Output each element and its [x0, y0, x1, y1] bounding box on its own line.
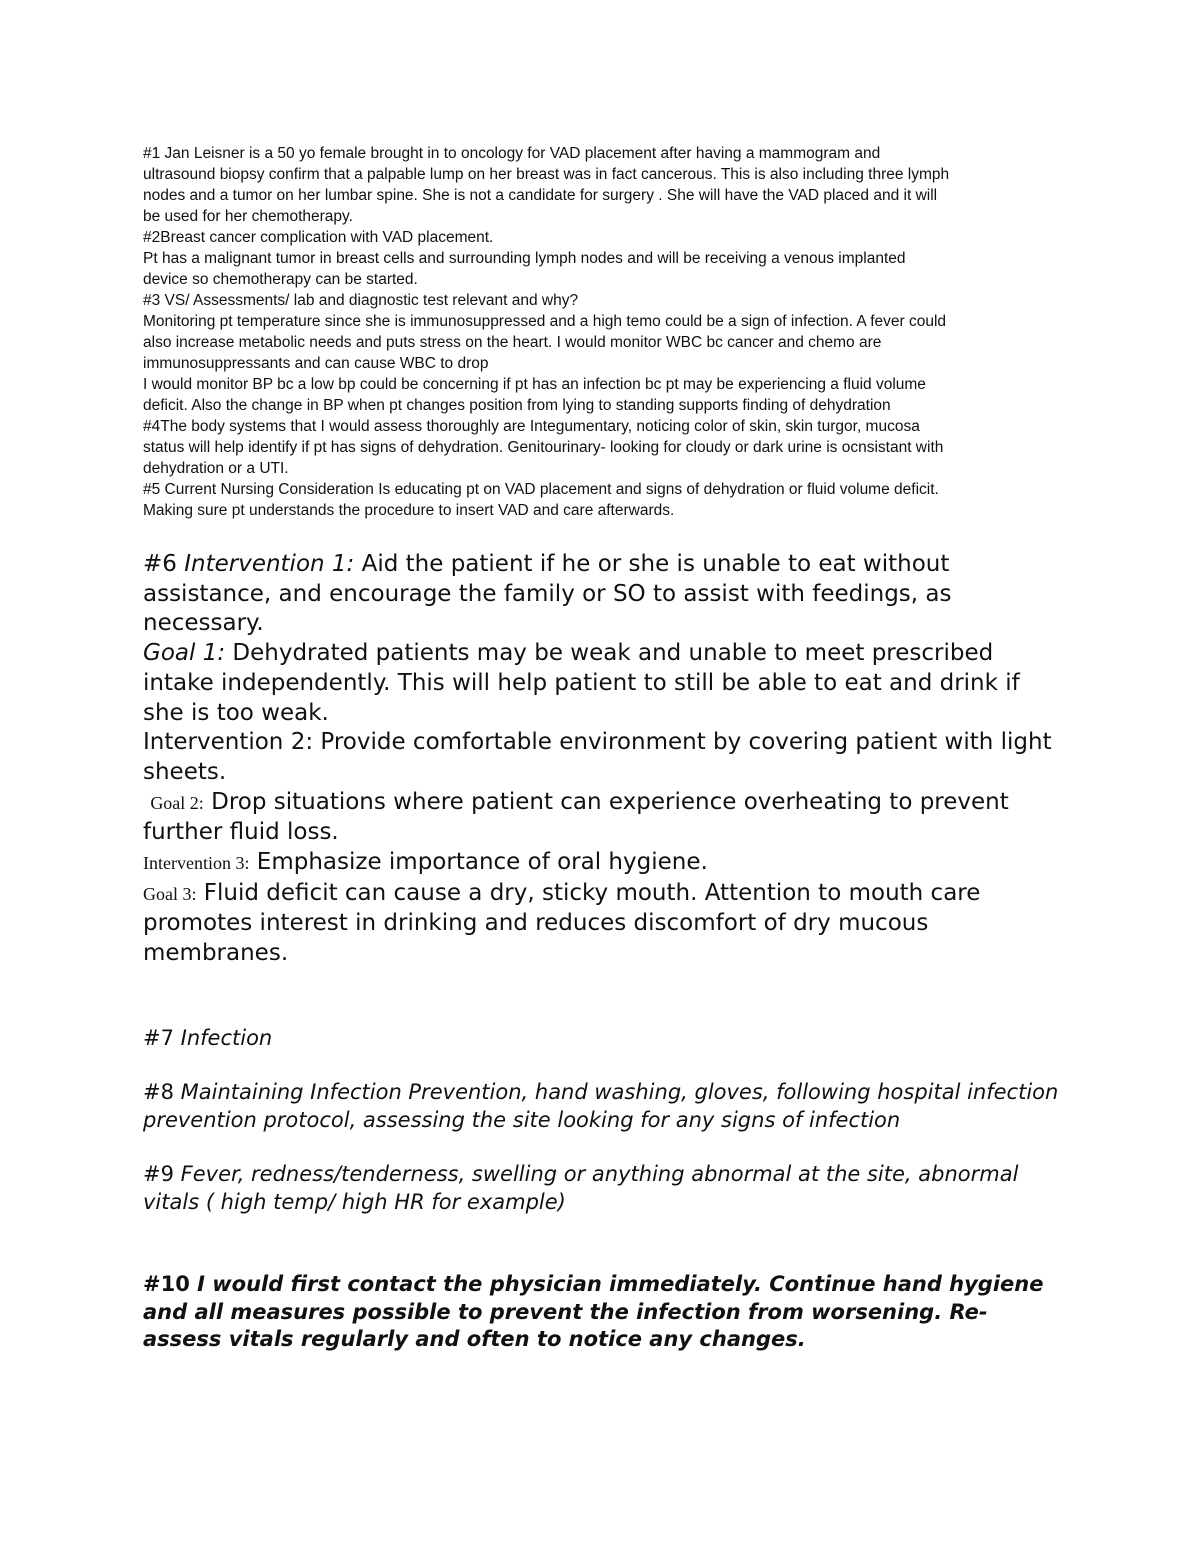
goal-2 — [143, 788, 1063, 848]
section-9 — [143, 1161, 1063, 1216]
section-7 — [143, 1025, 1063, 1053]
line-13: deficit. Also the change in BP when pt changes position from lying to standing supports finding of dehydration — [143, 397, 891, 414]
intervention-3-text: Emphasize importance of oral hygiene. — [249, 849, 708, 876]
line-7: device so chemotherapy can be started. — [143, 271, 418, 288]
section-10 — [143, 1271, 1063, 1354]
intervention-3-label: Intervention 3: — [143, 853, 250, 874]
line-4: be used for her chemotherapy. — [143, 208, 353, 225]
intervention-1 — [143, 550, 1063, 639]
intervention-1-label: Intervention 1: — [184, 551, 355, 577]
intervention-3 — [143, 848, 1063, 879]
section-10-text: I would first contact the physician immediately. Continue hand hygiene and all measures possible to prevent the infection from worsening. Re-assess vitals regularly and often to notice any changes. — [143, 1272, 1044, 1352]
intervention-2: Intervention 2: Provide comfortable environment by covering patient with light sheets. — [143, 729, 1052, 785]
section-9-text: Fever, redness/tenderness, swelling or anything abnormal at the site, abnormal vitals ( high temp/ high HR for example) — [143, 1162, 1019, 1214]
line-8: #3 VS/ Assessments/ lab and diagnostic test relevant and why? — [143, 292, 579, 309]
line-1: #1 Jan Leisner is a 50 yo female brought in to oncology for VAD placement after having a mammogram and — [143, 145, 881, 162]
line-14: #4The body systems that I would assess thoroughly are Integumentary, noticing color of skin, skin turgor, mucosa — [143, 418, 920, 435]
line-6: Pt has a malignant tumor in breast cells and surrounding lymph nodes and will be receiving a venous implanted — [143, 250, 906, 267]
section-8 — [143, 1079, 1063, 1134]
goal-2-text: Drop situations where patient can experience overheating to prevent further fluid loss. — [143, 788, 1009, 846]
section-9-number: #9 — [143, 1162, 181, 1187]
document-page — [143, 143, 1063, 1354]
section-8-text: Maintaining Infection Prevention, hand washing, gloves, following hospital infection prevention protocol, assessing the site looking for any signs of infection — [143, 1080, 1059, 1132]
section-8-number: #8 — [143, 1080, 181, 1105]
goal-3-label: Goal 3: — [143, 883, 197, 904]
section-7-text: Infection — [180, 1025, 273, 1050]
line-9: Monitoring pt temperature since she is immunosuppressed and a high temo could be a sign of infection. A fever could — [143, 313, 947, 330]
line-2: ultrasound biopsy confirm that a palpable lump on her breast was in fact cancerous. This is also including three lymph — [143, 166, 950, 183]
section-7-number: #7 — [143, 1025, 181, 1050]
case-notes-1-to-5 — [143, 143, 1063, 521]
line-5: #2Breast cancer complication with VAD placement. — [143, 229, 494, 246]
intervention-1-text: Aid the patient if he or she is unable to eat without assistance, and encourage the family or SO to assist with feedings, as necessary. — [143, 551, 952, 637]
goal-2-label: Goal 2: — [150, 792, 204, 813]
line-10: also increase metabolic needs and puts stress on the heart. I would monitor WBC bc cancer and chemo are — [143, 334, 882, 351]
section-6-interventions — [143, 550, 1063, 969]
goal-1 — [143, 639, 1063, 728]
line-3: nodes and a tumor on her lumbar spine. She is not a candidate for surgery . She will have the VAD placed and it will — [143, 187, 938, 204]
line-18: Making sure pt understands the procedure to insert VAD and care afterwards. — [143, 502, 675, 519]
goal-3-text: Fluid deficit can cause a dry, sticky mouth. Attention to mouth care promotes interest in drinking and reduces discomfort of dry mucous membranes. — [143, 879, 981, 967]
section-10-number: #10 — [143, 1272, 198, 1297]
line-15: status will help identify if pt has signs of dehydration. Genitourinary- looking for cloudy or dark urine is ocnsistant with — [143, 439, 944, 456]
line-12: I would monitor BP bc a low bp could be concerning if pt has an infection bc pt may be experiencing a fluid volume — [143, 376, 926, 393]
section-6-number: #6 — [143, 551, 185, 577]
line-17: #5 Current Nursing Consideration Is educating pt on VAD placement and signs of dehydration or fluid volume deficit. — [143, 481, 939, 498]
line-11: immunosuppressants and can cause WBC to drop — [143, 355, 489, 372]
goal-1-label: Goal 1: — [143, 640, 226, 667]
goal-1-text: Dehydrated patients may be weak and unable to meet prescribed intake independently. This will help patient to still be able to eat and drink if she is too weak. — [143, 640, 1020, 726]
goal-3 — [143, 879, 1063, 969]
line-16: dehydration or a UTI. — [143, 460, 289, 477]
